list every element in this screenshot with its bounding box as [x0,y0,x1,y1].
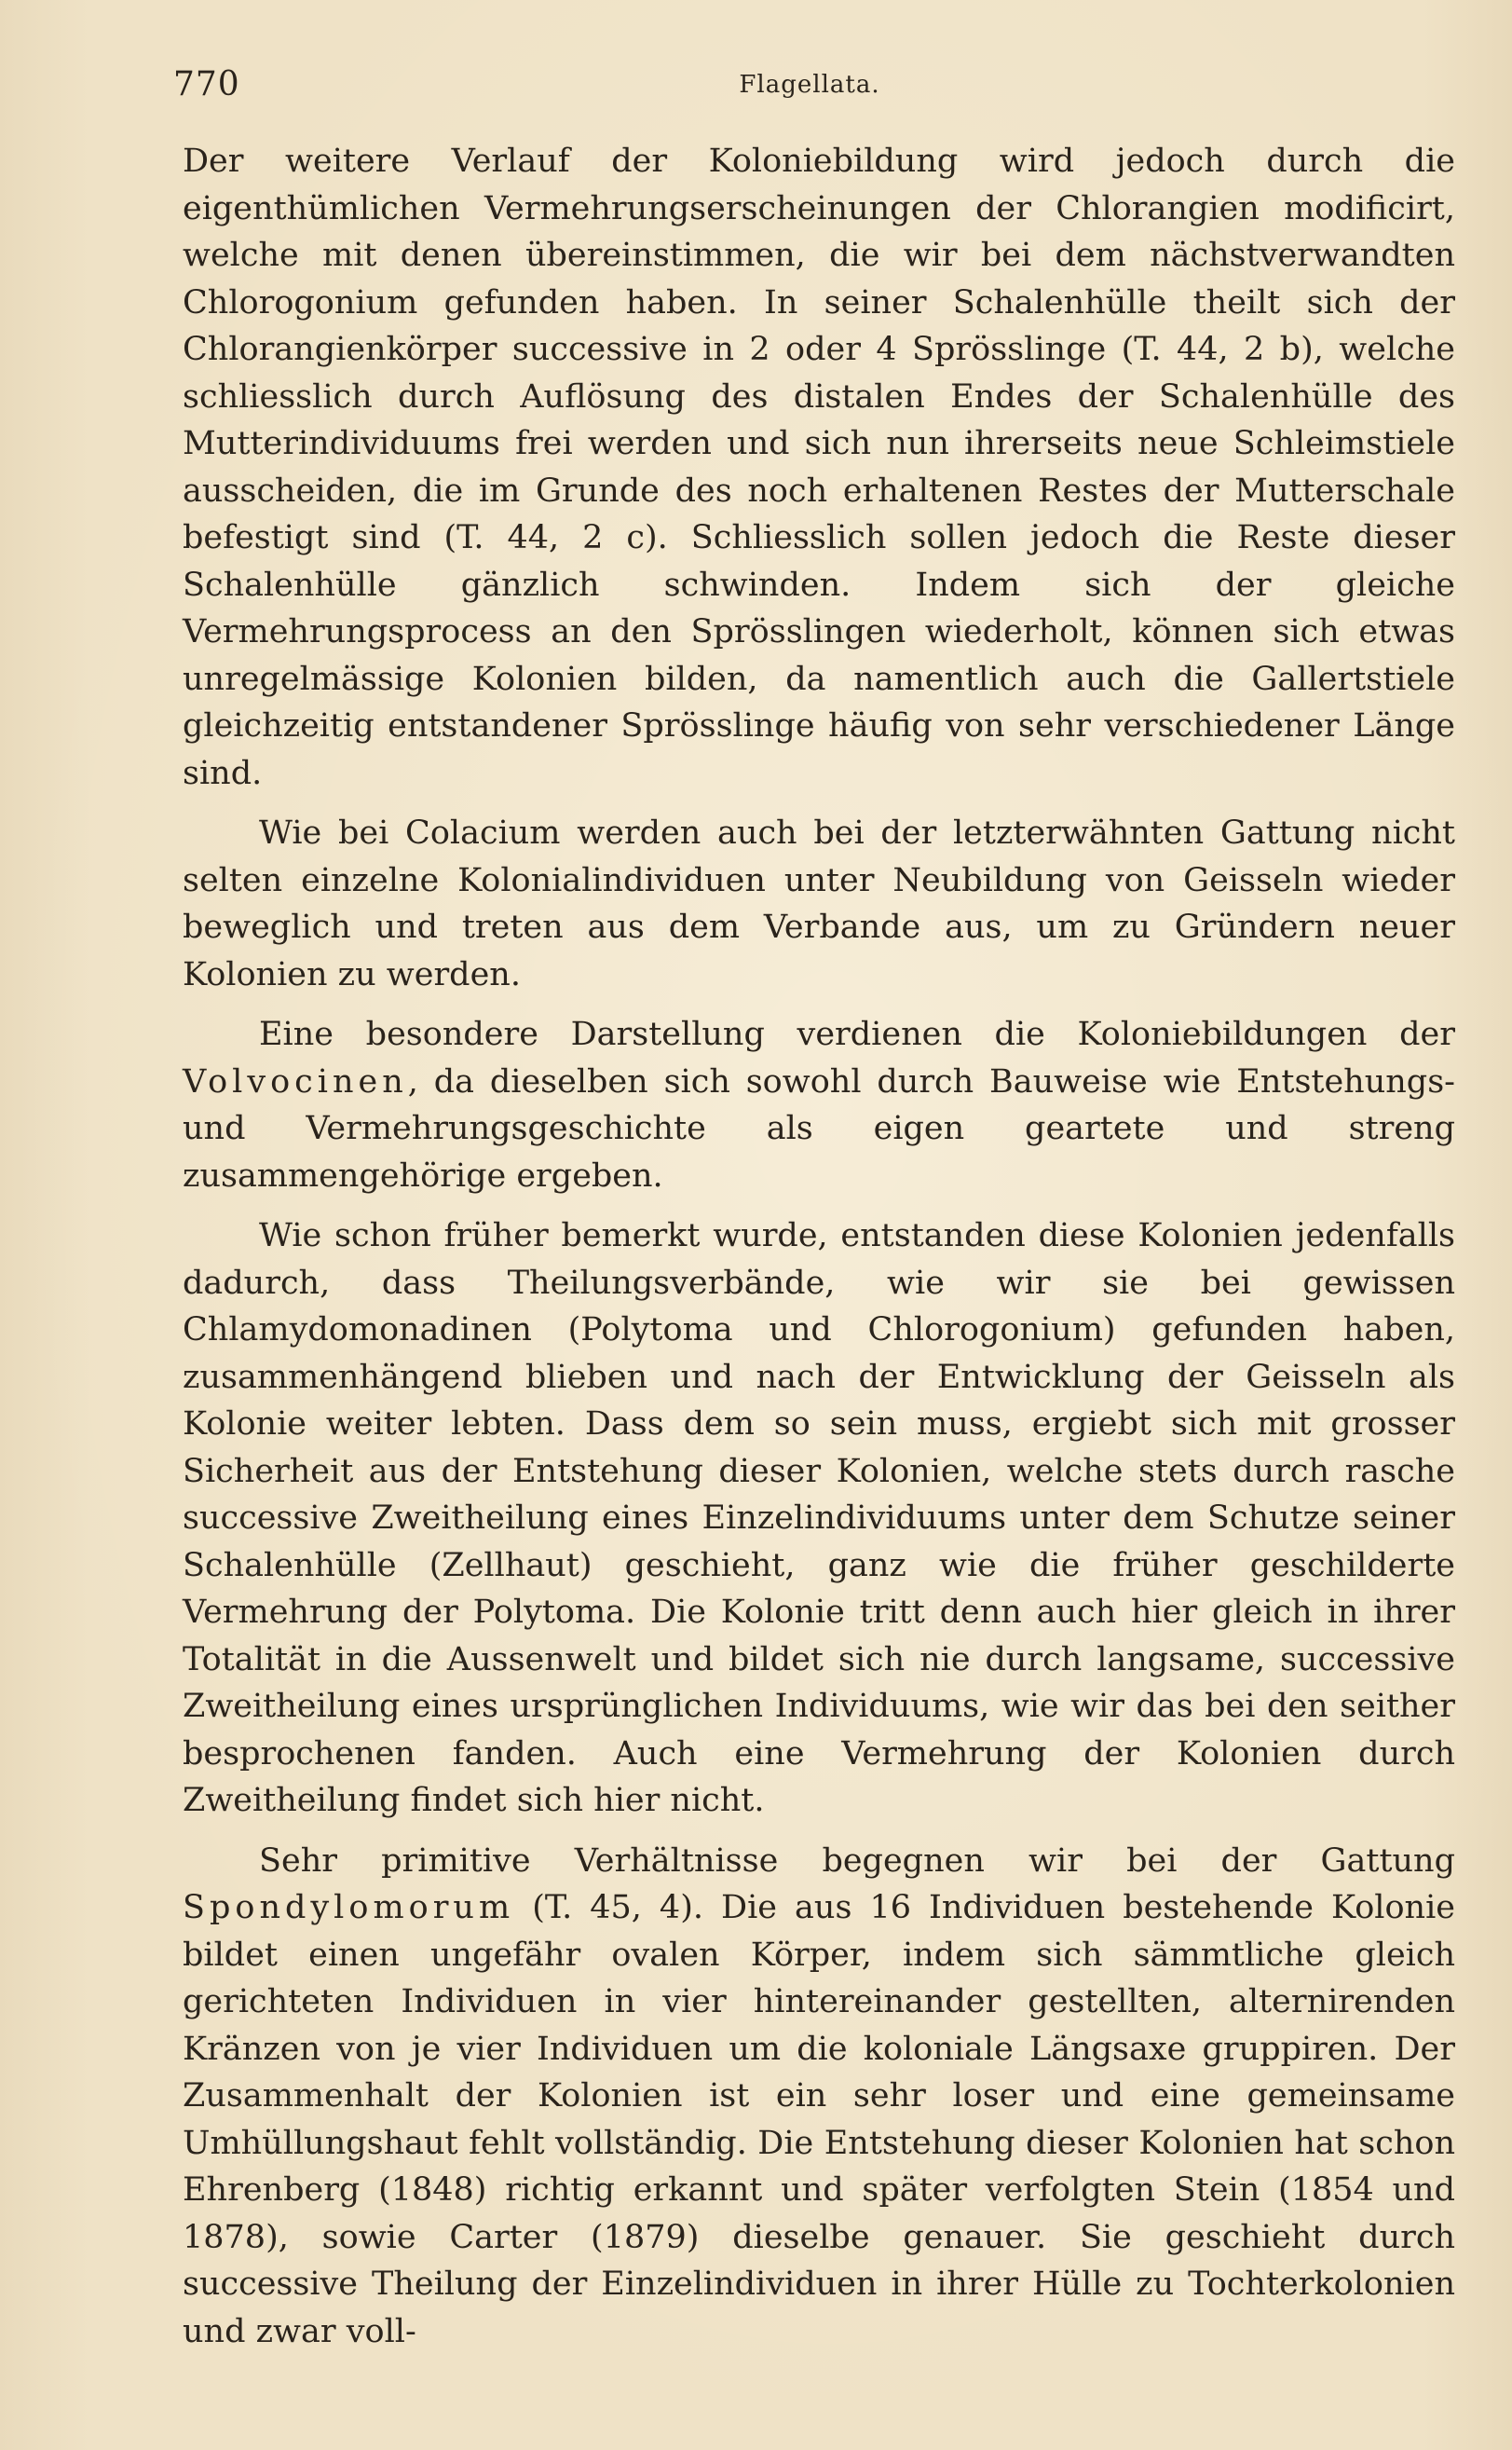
paragraph-5 [183,1838,1455,2356]
paragraph-text: (T. 45, 4). Die aus 16 Individuen bestehende Kolonie bildet einen ungefähr ovalen Körper, indem sich sämmtliche gleich gerichteten Individuen in vier hintereinander gestellten, alternirenden Kränzen von je vier Individuen um die koloniale Längsaxe gruppiren. Der Zusammenhalt der Kolonien ist ein sehr loser und eine gemeinsame Umhüllungshaut fehlt vollständig. Die Entstehung dieser Kolonien hat schon Ehrenberg (1848) richtig erkannt und später verfolgten Stein (1854 und 1878), sowie Carter (1879) dieselbe genauer. Sie geschieht durch successive Theilung der Einzelindividuen in ihrer Hülle zu Tochterkolonien und zwar voll- [183,1889,1455,2350]
paragraph-text: Sehr primitive Verhältnisse begegnen wir bei der Gattung [259,1841,1455,1880]
paragraph-1 [183,138,1455,797]
spaced-term-volvocinen: Volvocinen [183,1062,408,1101]
paragraph-text: Wie bei Colacium werden auch bei der letzterwähnten Gattung nicht selten einzelne Kolonialindividuen unter Neubildung von Geisseln wieder beweglich und treten aus dem Verbande aus, um zu Gründern neuer Kolonien zu werden. [183,814,1455,993]
spaced-term-spondylomorum: Spondylomorum [183,1889,515,1926]
paragraph-text: Wie schon früher bemerkt wurde, entstanden diese Kolonien jedenfalls dadurch, dass Theilungsverbände, wie wir sie bei gewissen Chlamydomonadinen (Polytoma und Chlorogonium) gefunden haben, zusammenhängend blieben und nach der Entwicklung der Geisseln als Kolonie weiter lebten. Dass dem so sein muss, ergiebt sich mit grosser Sicherheit aus der Entstehung dieser Kolonien, welche stets durch rasche successive Zweitheilung eines Einzelindividuums unter dem Schutze seiner Schalenhülle (Zellhaut) geschieht, ganz wie die früher geschilderte Vermehrung der Polytoma. Die Kolonie tritt denn auch hier gleich in ihrer Totalität in die Aussenwelt und bildet sich nie durch langsame, successive Zweitheilung eines ursprünglichen Individuums, wie wir das bei den seither besprochenen fanden. Auch eine Vermehrung der Kolonien durch Zweitheilung findet sich hier nicht. [183,1217,1455,1819]
page-number: 770 [173,65,240,103]
paragraph-3 [183,1011,1455,1199]
body-text [183,138,1455,2368]
running-title: Flagellata. [739,71,880,99]
page-header [173,65,1446,112]
paragraph-text: Der weitere Verlauf der Koloniebildung wird jedoch durch die eigenthümlichen Vermehrungserscheinungen der Chlorangien modificirt, welche mit denen übereinstimmen, die wir bei dem nächstverwandten Chlorogonium gefunden haben. In seiner Schalenhülle theilt sich der Chlorangienkörper successive in 2 oder 4 Sprösslinge (T. 44, 2 b), welche schliesslich durch Auflösung des distalen Endes der Schalenhülle des Mutterindividuums frei werden und sich nun ihrerseits neue Schleimstiele ausscheiden, die im Grunde des noch erhaltenen Restes der Mutterschale befestigt sind (T. 44, 2 c). Schliesslich sollen jedoch die Reste dieser Schalenhülle gänzlich schwinden. Indem sich der gleiche Vermehrungsprocess an den Sprösslingen wiederholt, können sich etwas unregelmässige Kolonien bilden, da namentlich auch die Gallertstiele gleichzeitig entstandener Sprösslinge häufig von sehr verschiedener Länge sind. [183,143,1455,792]
paragraph-text: Eine besondere Darstellung verdienen die Koloniebildungen der [259,1016,1455,1053]
paragraph-2 [183,810,1455,998]
paragraph-text: , da dieselben sich sowohl durch Bauweise wie Entstehungs- und Vermehrungsgeschichte als eigen geartete und streng zusammengehörige ergeben. [183,1062,1455,1195]
paragraph-4 [183,1212,1455,1825]
